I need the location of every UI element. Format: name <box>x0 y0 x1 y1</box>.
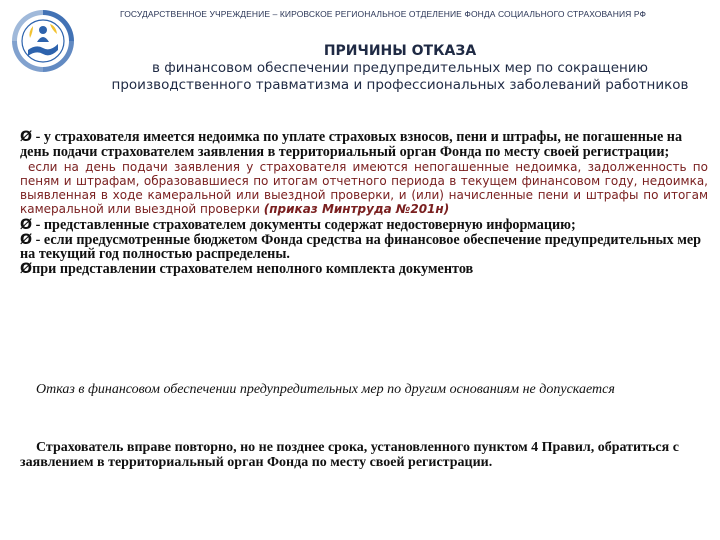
reapply-note-text: Страхователь вправе повторно, но не позднее срока, установленного пунктом 4 Правил, обратиться с заявлением в территориальный орган Фонда по месту своей регистрации. <box>20 440 679 470</box>
fss-logo <box>6 4 80 78</box>
header-organization: ГОСУДАРСТВЕННОЕ УЧРЕЖДЕНИЕ – КИРОВСКОЕ РЕГИОНАЛЬНОЕ ОТДЕЛЕНИЕ ФОНДА СОЦИАЛЬНОГО СТРАХОВАНИЯ РФ <box>120 9 647 19</box>
title-block <box>80 42 720 94</box>
arrow-bullet-icon: Ø <box>20 129 33 145</box>
page-title: ПРИЧИНЫ ОТКАЗА <box>323 43 477 59</box>
reason-item-debt <box>20 130 708 159</box>
reason-text-debt: - у страхователя имеется недоимка по уплате страховых взносов, пени и штрафы, не погашенные на день подачи страхователем заявления в территориальный орган Фонда по месту своей регистрации; <box>20 129 683 160</box>
reapply-note <box>20 441 710 470</box>
reason-item-incomplete <box>20 262 708 277</box>
reason-text-false-docs: - представленные страхователем документы содержат недостоверную информацию; <box>35 217 576 233</box>
refusal-note <box>20 382 660 397</box>
reason-detail <box>20 160 708 216</box>
reason-text-budget: - если предусмотренные бюджетом Фонда средства на финансовое обеспечение предупредительных мер на текущий год полностью распределены. <box>20 231 702 262</box>
arrow-bullet-icon: Ø <box>20 217 33 233</box>
reason-text-incomplete: при представлении страхователем неполного комплекта документов <box>32 260 474 277</box>
arrow-bullet-icon: Ø <box>20 231 33 248</box>
refusal-note-text: Отказ в финансовом обеспечении предупредительных мер по другим основаниям не допускается <box>36 382 615 397</box>
page-subtitle: в финансовом обеспечении предупредительных мер по сокращению производственного травматизма и профессиональных заболеваний работников <box>111 60 689 93</box>
logo-figure-head <box>39 26 47 34</box>
arrow-bullet-icon: Ø <box>20 260 33 277</box>
reason-item-false-docs <box>20 218 708 233</box>
reason-item-budget <box>20 233 708 262</box>
reason-detail-text: если на день подачи заявления у страхователя имеются непогашенные недоимка, задолженность по пеням и штрафам, образовавшиеся по итогам отчетного периода в текущем финансовом году, недоимка, выявленная в ходе камеральной или выездной проверки, и (или) начисленные пени и штрафы по итогам камеральной или выездной проверки <box>20 160 708 216</box>
reasons-list <box>20 130 708 276</box>
reason-detail-reference: (приказ Минтруда №201н) <box>263 202 450 216</box>
